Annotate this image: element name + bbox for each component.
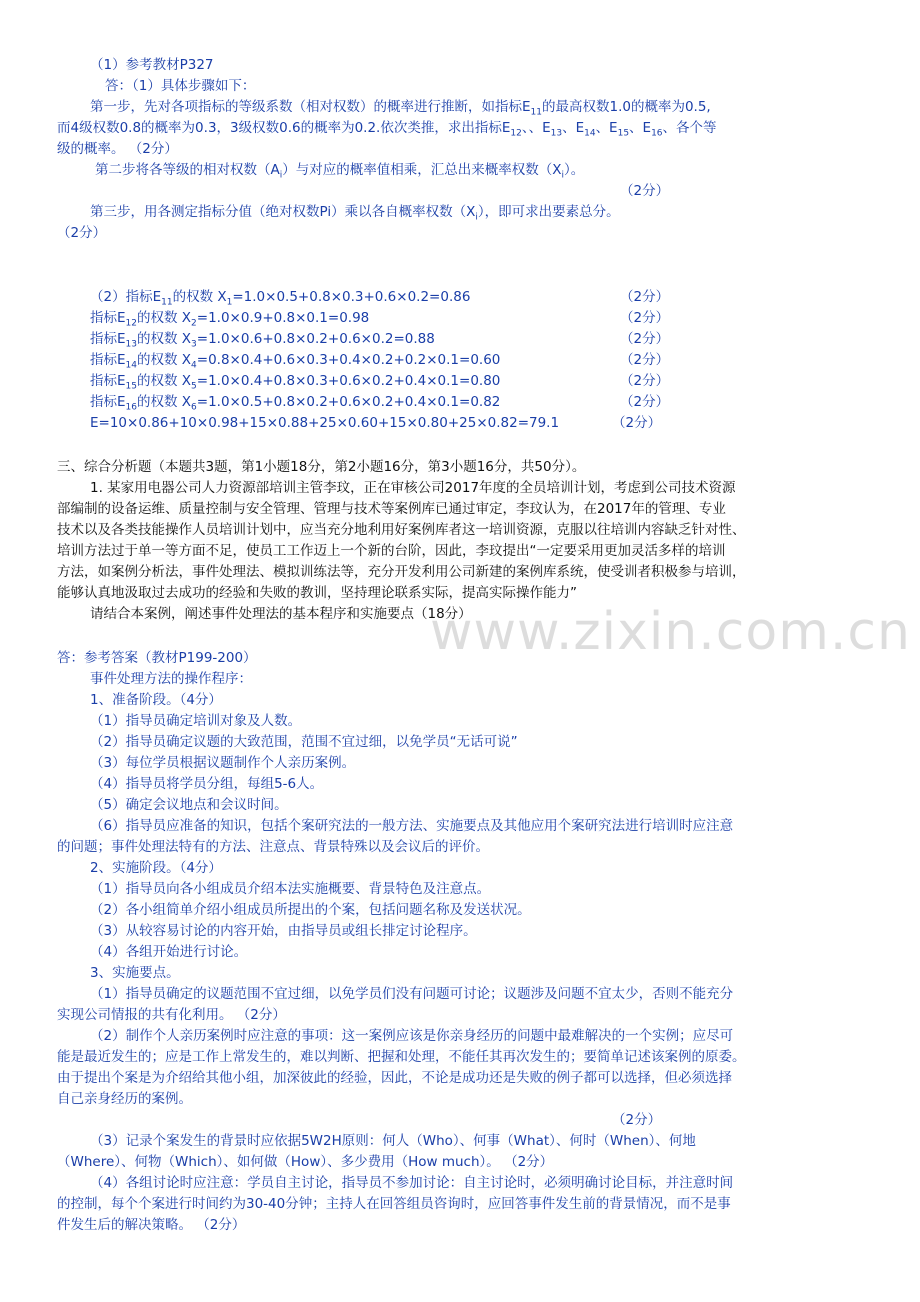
answer-text: （2）制作个人亲历案例时应注意的事项：这一案例应该是你亲身经历的问题中最难解决的一个实例；应尽可 — [90, 1028, 734, 1044]
question-text: 请结合本案例，阐述事件处理法的基本程序和实施要点（18分） — [90, 606, 472, 622]
weight-e14: 指标$E_{14}$的权数 $X_4=0.8\times 0.4+0.6\times 0.3+0.4\times 0.2+0.2\times 0.1=0.60$ — [90, 352, 501, 371]
answer-text: 实现公司情报的共有化利用。 （2分） — [57, 1007, 286, 1023]
score-label: （2分） — [620, 352, 670, 368]
answer-text: （1）指导员确定的议题范围不宜过细，以免学员们没有问题可讨论；议题涉及问题不宜太少，否则不能充分 — [90, 986, 734, 1002]
answer-text: 自己亲身经历的案例。 — [57, 1091, 192, 1107]
weight-e13: 指标$E_{13}$的权数 $X_3=1.0\times 0.6+0.8\times 0.2+0.6\times 0.2=0.88$ — [90, 331, 435, 350]
score-label: （2分） — [620, 183, 670, 199]
answer-text: 的控制，每个个案进行时间约为30-40分钟；主持人在回答组员咨询时，应回答事件发生前的背景情况，而不是事 — [57, 1196, 731, 1212]
answer-text: （1）指导员向各小组成员介绍本法实施概要、背景特色及注意点。 — [90, 881, 491, 897]
score-label: （2分） — [612, 415, 662, 431]
answer-text: （Where）、何物（Which）、如何做（How）、多少费用（How much）。 （2分） — [57, 1154, 554, 1170]
section-heading: 三、综合分析题（本题共3题，第1小题18分，第2小题16分，第3小题16分，共50分）。 — [57, 459, 586, 475]
ref-line: （1）参考教材P327 — [90, 57, 214, 73]
answer-text: 件发生后的解决策略。 （2分） — [57, 1217, 246, 1233]
answer-text: （2）指导员确定议题的大致范围，范围不宜过细，以免学员“无话可说” — [90, 734, 518, 750]
answer-text: 3、实施要点。 — [90, 965, 180, 981]
answer-text: （3）每位学员根据议题制作个人亲历案例。 — [90, 755, 356, 771]
answer-text: （3）记录个案发生的背景时应依据5W2H原则：何人（Who）、何事（What）、何时（When）、何地 — [90, 1133, 696, 1149]
answer-heading: 答：参考答案（教材P199-200） — [57, 650, 257, 666]
weight-e11: （2）指标$E_{11}$的权数 $X_1=1.0\times 0.5+0.8\times 0.3+0.6\times 0.2=0.86$ — [90, 289, 471, 308]
answer-text: （1）指导员确定培训对象及人数。 — [90, 713, 302, 729]
answer-text: （2）各小组简单介绍小组成员所提出的个案，包括问题名称及发送状况。 — [90, 902, 531, 918]
case-text: 1. 某家用电器公司人力资源部培训主管李玟，正在审核公司2017年度的全员培训计划，考虑到公司技术资源 — [90, 480, 736, 496]
answer-steps-line: 答：（1）具体步骤如下： — [105, 78, 256, 94]
watermark: www.zixin.com.cn — [430, 602, 911, 662]
step1-line-1: 第一步，先对各项指标的等级系数（相对权数）的概率进行推断，如指标$E_{11}$的最高权数1.0的概率为0.5, — [90, 99, 711, 118]
case-text: 培训方法过于单一等方面不足，使员工工作迈上一个新的台阶，因此，李玟提出“一定要采用更加灵活多样的培训 — [57, 543, 726, 559]
answer-text: 的问题；事件处理法特有的方法、注意点、背景特殊以及会议后的评价。 — [57, 839, 489, 855]
step2-line: 第二步将各等级的相对权数$(A_i)$与对应的概率值相乘，汇总出来概率权数$(X_i)$。 — [95, 162, 585, 181]
total-score-formula: E=10×0.86+10×0.98+15×0.88+25×0.60+15×0.80+25×0.82=79.1 — [90, 415, 560, 431]
answer-text: （3）从较容易讨论的内容开始，由指导员或组长排定讨论程序。 — [90, 923, 477, 939]
answer-text: 能是最近发生的；应是工作上常发生的，难以判断、把握和处理，不能任其再次发生的；要简单记述该案例的原委。 — [57, 1049, 746, 1065]
case-text: 部编制的设备运维、质量控制与安全管理、管理与技术等案例库已通过审定，李玟认为，在2017年的管理、专业 — [57, 501, 726, 517]
answer-text: 2、实施阶段。（4分） — [90, 860, 222, 876]
score-label: （2分） — [620, 331, 670, 347]
weight-e15: 指标$E_{15}$的权数 $X_5=1.0\times 0.4+0.8\times 0.3+0.6\times 0.2+0.4\times 0.1=0.80$ — [90, 373, 501, 392]
case-text: 方法，如案例分析法，事件处理法、模拟训练法等，充分开发利用公司新建的案例库系统，使受训者积极参与培训， — [57, 564, 746, 580]
answer-text: 1、准备阶段。（4分） — [90, 692, 222, 708]
answer-text: （6）指导员应准备的知识，包括个案研究法的一般方法、实施要点及其他应用个案研究法进行培训时应注意 — [90, 818, 734, 834]
answer-text: 事件处理方法的操作程序： — [90, 671, 252, 687]
case-text: 技术以及各类技能操作人员培训计划中，应当充分地利用好案例库者这一培训资源，克服以往培训内容缺乏针对性、 — [57, 522, 746, 538]
answer-text: （4）各组讨论时应注意：学员自主讨论，指导员不参加讨论：自主讨论时，必须明确讨论目标，并注意时间 — [90, 1175, 734, 1191]
step3-line: 第三步，用各测定指标分值（绝对权数Pi）乘以各自概率权数$(X_i)$，即可求出要素总分。 — [90, 204, 620, 223]
score-label: （2分） — [620, 394, 670, 410]
score-label: （2分） — [612, 1112, 662, 1128]
case-text: 能够认真地汲取过去成功的经验和失败的教训，坚持理论联系实际，提高实际操作能力” — [57, 585, 577, 601]
answer-text: （4）各组开始进行讨论。 — [90, 944, 248, 960]
answer-text: （5）确定会议地点和会议时间。 — [90, 797, 288, 813]
weight-e12: 指标$E_{12}$的权数 $X_2=1.0\times 0.9+0.8\times 0.1=0.98$ — [90, 310, 370, 329]
weight-e16: 指标$E_{16}$的权数 $X_6=1.0\times 0.5+0.8\times 0.2+0.6\times 0.2+0.4\times 0.1=0.82$ — [90, 394, 501, 413]
step1-line-3: 级的概率。 （2分） — [57, 141, 178, 157]
answer-text: 由于提出个案是为介绍给其他小组，加深彼此的经验，因此，不论是成功还是失败的例子都可以选择，但必须选择 — [57, 1070, 732, 1086]
score-label: （2分） — [620, 373, 670, 389]
score-label: （2分） — [57, 225, 107, 241]
answer-text: （4）指导员将学员分组，每组5-6人。 — [90, 776, 324, 792]
score-label: （2分） — [620, 289, 670, 305]
step1-line-2: 而4级权数0.8的概率为0.3，3级权数0.6的概率为0.2.依次类推，求出指标$E_{12}$、、$E_{13}$、$E_{14}$、$E_{15}$、$E_{16}$、各个等 — [57, 120, 717, 139]
score-label: （2分） — [620, 310, 670, 326]
